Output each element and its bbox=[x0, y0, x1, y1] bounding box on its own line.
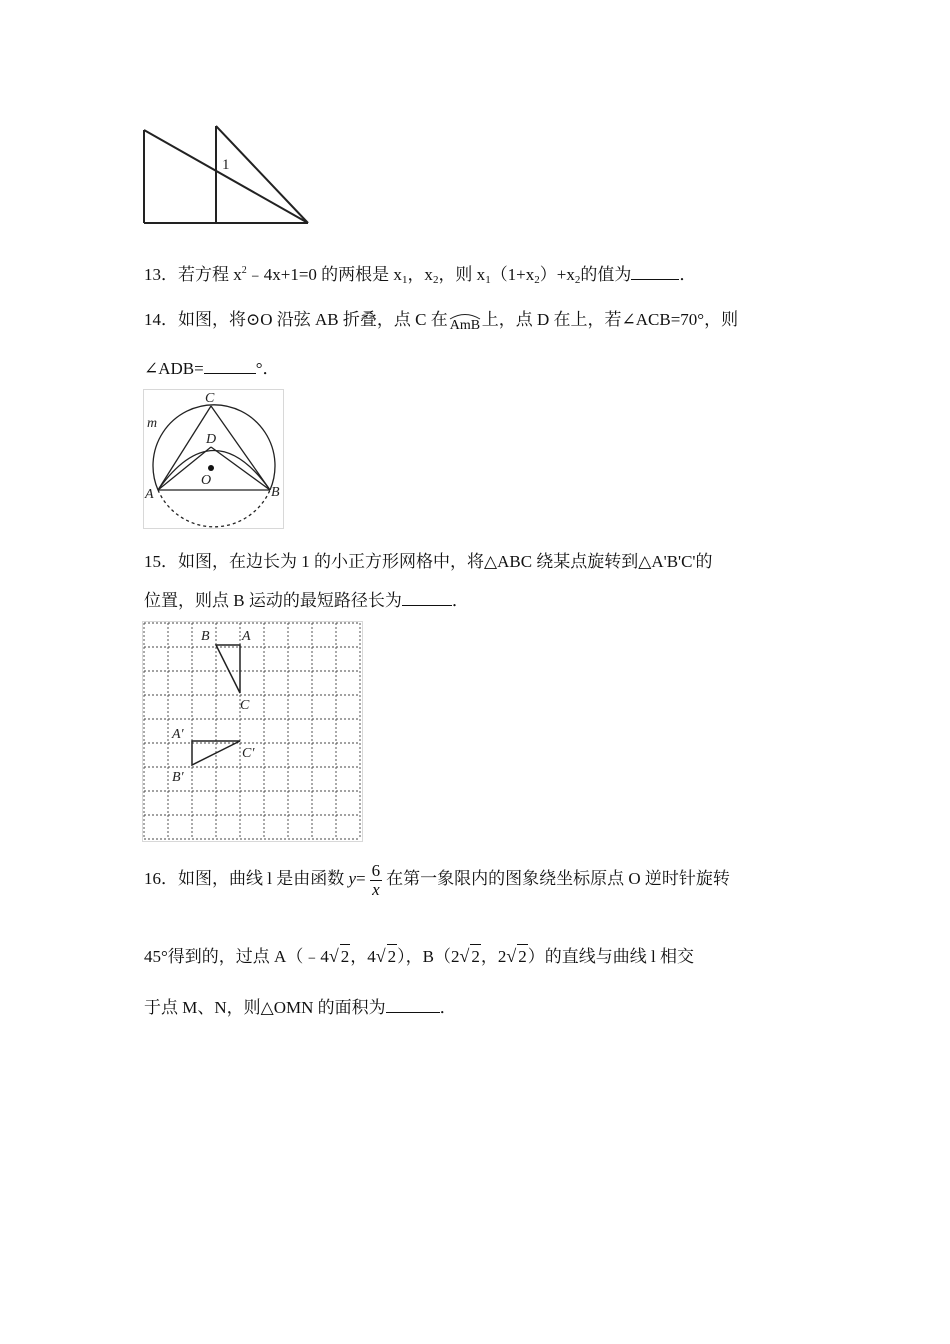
label-d: D bbox=[206, 432, 217, 447]
circle-lower-arc bbox=[158, 490, 270, 527]
question-16-line-1: 16．如图，曲线 l 是由函数 y= $\frac{6}{x}$ 在第一象限内的图象绕坐标原点 O 逆时针旋转 bbox=[144, 860, 730, 899]
label-c-prime: C′ bbox=[242, 746, 255, 761]
label-c: C bbox=[205, 391, 215, 406]
fig12-hypotenuse-1 bbox=[144, 130, 308, 223]
circle-upper-arc bbox=[153, 405, 275, 490]
answer-blank bbox=[402, 589, 452, 606]
label-a-prime: A′ bbox=[172, 727, 184, 742]
question-13: 13．若方程 $x^2﹣4x+1=0$ 的两根是 $x_1$，$x_2$，则 $x_1(1+x_2)+x_2$的值为 ． bbox=[144, 265, 697, 286]
fig12-angle-label: 1 bbox=[222, 157, 230, 173]
center-o bbox=[208, 465, 214, 471]
answer-blank bbox=[631, 263, 679, 280]
triangle-abc bbox=[216, 645, 240, 693]
fig12-hypotenuse-2 bbox=[216, 126, 308, 223]
label-c: C bbox=[240, 698, 250, 713]
label-b: B bbox=[201, 629, 210, 644]
label-a: A bbox=[145, 487, 154, 502]
label-b: B bbox=[271, 485, 280, 500]
question-16-line-3: 于点 M、N，则△OMN 的面积为 ． bbox=[144, 998, 457, 1017]
answer-blank bbox=[204, 357, 256, 374]
question-15-line-2: 位置，则点 B 运动的最短路径长为 ． bbox=[144, 591, 469, 610]
label-a: A bbox=[242, 629, 251, 644]
q15-grid-figure bbox=[142, 621, 364, 843]
label-m: m bbox=[147, 416, 158, 431]
function-expression: y bbox=[348, 869, 357, 888]
fraction-6-over-x: $\frac{6}{x}$ bbox=[371, 860, 381, 899]
label-b-prime: B′ bbox=[172, 770, 184, 785]
q14-circle-figure bbox=[143, 389, 285, 531]
answer-blank bbox=[386, 996, 440, 1013]
segment-bd bbox=[211, 447, 270, 490]
segment-bc bbox=[211, 406, 270, 490]
question-16-line-2: 45°得到的，过点 A（﹣4√ 2，4√ 2），B（2√ 2，2√ 2）的直线与曲线 l 相交 bbox=[144, 944, 694, 969]
arc-amb: AmB bbox=[448, 308, 482, 332]
q12-figure bbox=[138, 122, 318, 230]
label-o: O bbox=[201, 473, 212, 488]
folded-arc bbox=[158, 451, 270, 491]
question-14-line-1: 14．如图，将⊙O 沿弦 AB 折叠，点 C 在 AmB 上，点 D 在上，若∠ACB=70°，则 bbox=[144, 310, 739, 333]
question-15-line-1: 15．如图，在边长为 1 的小正方形网格中，将△ABC 绕某点旋转到△A'B'C'的 bbox=[144, 552, 713, 571]
question-14-line-2: ∠ADB= °． bbox=[144, 359, 280, 378]
